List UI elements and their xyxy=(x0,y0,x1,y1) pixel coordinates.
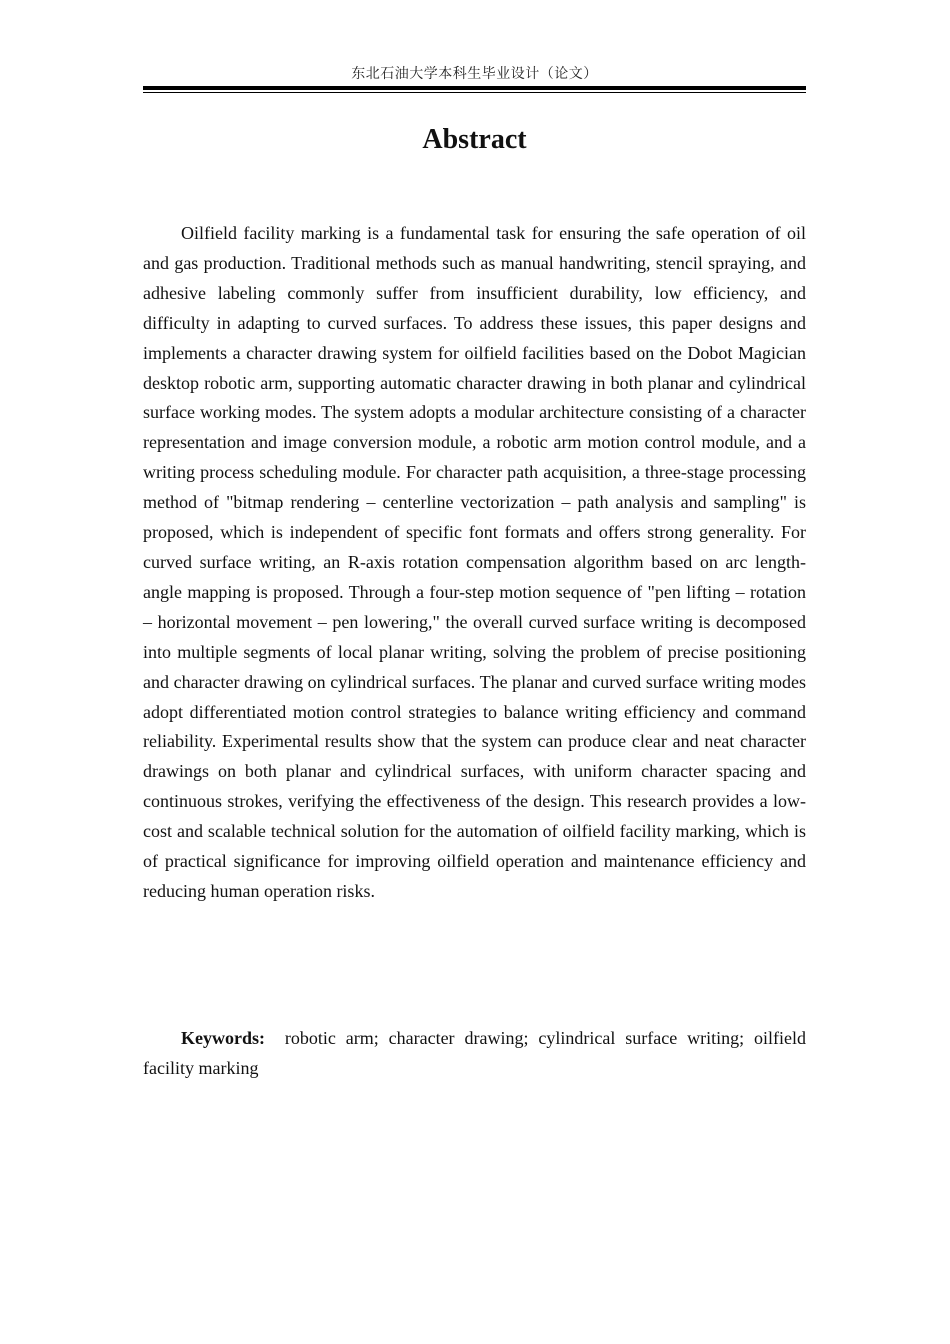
keywords-paragraph xyxy=(143,1023,806,1083)
keywords-label: Keywords: xyxy=(181,1028,265,1048)
abstract-title: Abstract xyxy=(422,124,527,155)
header-rule-thin xyxy=(143,92,806,93)
header-rule-thick xyxy=(143,86,806,90)
keywords-text: robotic arm; character drawing; cylindrical surface writing; oilfield facility marking xyxy=(143,1028,806,1078)
running-header: 东北石油大学本科生毕业设计（论文） xyxy=(351,66,598,82)
abstract-body: Oilfield facility marking is a fundamental task for ensuring the safe operation of oil and gas production. Traditional methods such as manual handwriting, stencil spraying, and adhesive labeling commonly suffer from insufficient durability, low efficiency, and difficulty in adapting to curved surfaces. To address these issues, this paper designs and implements a character drawing system for oilfield facilities based on the Dobot Magician desktop robotic arm, supporting automatic character drawing in both planar and cylindrical surface working modes. The system adopts a modular architecture consisting of a character representation and image conversion module, a robotic arm motion control module, and a writing process scheduling module. For character path acquisition, a three-stage processing method of "bitmap rendering – centerline vectorization – path analysis and sampling" is proposed, which is independent of specific font formats and offers strong generality. For curved surface writing, an R-axis rotation compensation algorithm based on arc length-angle mapping is proposed. Through a four-step motion sequence of "pen lifting – rotation – horizontal movement – pen lowering," the overall curved surface writing is decomposed into multiple segments of local planar writing, solving the problem of precise positioning and character drawing on cylindrical surfaces. The planar and curved surface writing modes adopt differentiated motion control strategies to balance writing efficiency and command reliability. Experimental results show that the system can produce clear and neat character drawings on both planar and cylindrical surfaces, with uniform character spacing and continuous strokes, verifying the effectiveness of the design. This research provides a low-cost and scalable technical solution for the automation of oilfield facility marking, which is of practical significance for improving oilfield operation and maintenance efficiency and reducing human operation risks. xyxy=(143,223,806,901)
